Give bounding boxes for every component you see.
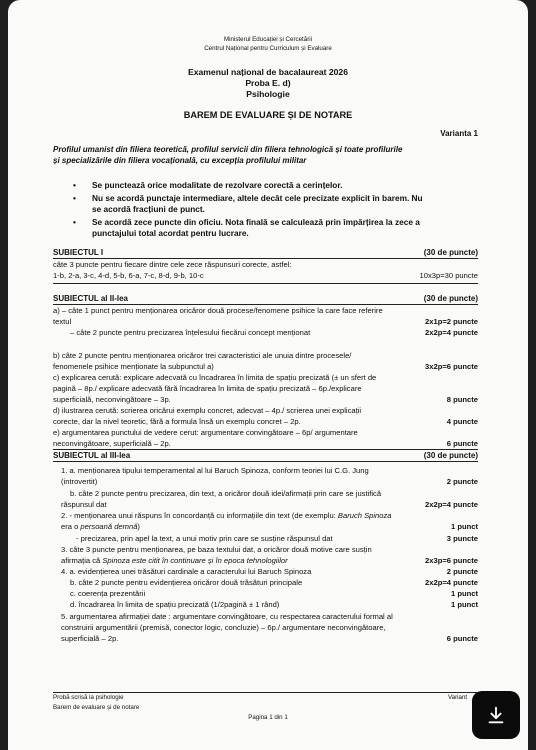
s2-e-line-2: neconvingătoare, superficială – 2p.: [53, 439, 171, 448]
s2-b-line-2: fenomenele psihice menționate la subpunctul a): [53, 362, 214, 371]
divider: [53, 449, 478, 450]
s3-line-11: b. câte 2 puncte pentru evidențierea oricăror două trăsături principale: [70, 578, 303, 587]
s3-score-4c: 1 punct: [450, 589, 478, 598]
exam-subject: Psihologie: [246, 89, 290, 99]
divider: [53, 258, 478, 259]
page-number: Pagina 1 din 1: [248, 714, 288, 721]
s3-line-8: 3. câte 3 puncte pentru menționarea, pe baza textului dat, a oricăror două motive care susțin: [61, 545, 372, 554]
exam-proba: Proba E. d): [245, 78, 291, 88]
footer-left-2: Barem de evaluare și de notare: [53, 704, 140, 711]
s1-title: SUBIECTUL I: [53, 248, 104, 257]
s2-b-line-1: b) câte 2 puncte pentru menționarea oricăror trei caracteristici ale unuia dintre procesele/: [53, 351, 352, 360]
s2-c-line-3: superficială, neconvingătoare – 3p.: [53, 395, 171, 404]
s1-points: (30 de puncte): [423, 248, 478, 257]
s2-c-line-2: pagină – 8p./ explicare adecvată fără încadrarea în limita de spațiu precizată – 6p./explicare: [53, 384, 362, 393]
s3-score-2a: 1 punct: [450, 522, 478, 531]
bullet-icon: •: [73, 217, 76, 227]
document-page: [8, 0, 528, 750]
s2-a-line-3: – câte 2 puncte pentru precizarea înțelesului fiecărui concept menționat: [70, 328, 311, 337]
s2-a-score-2: 2x2p=4 puncte: [425, 328, 478, 337]
s3-line-4: răspunsul dat: [61, 500, 107, 509]
s1-score: 10x3p=30 puncte: [419, 271, 478, 280]
download-icon: [485, 704, 507, 726]
bullet-icon: •: [73, 180, 76, 190]
s2-d-score: 4 puncte: [446, 417, 478, 426]
s3-line-16: superficială – 2p.: [61, 634, 119, 643]
s2-e-line-1: e) argumentarea punctului de vedere cerut: argumentare convingătoare – 6p/ argumentare: [53, 428, 358, 437]
s3-score-1a: 2 puncte: [446, 477, 478, 486]
s3-line-12: c. coerența prezentării: [70, 589, 146, 598]
divider: [53, 283, 478, 284]
s3-line-13: d. încadrarea în limita de spațiu precizată (1/2pagină ± 1 rând): [70, 600, 280, 609]
s3-score-3: 2x3p=6 puncte: [425, 556, 478, 565]
s3-line-3: b. câte 2 puncte pentru precizarea, din text, a oricăror două idei/afirmații prin care se justifică: [70, 489, 382, 498]
divider: [53, 304, 478, 305]
s3-line-15: construirii argumentării (premisă, conector logic, concluzie) – 6p./ argumentare neconvingătoare,: [61, 623, 386, 632]
s3-line-7: - precizarea, prin apel la text, a unui motiv prin care se susține răspunsul dat: [76, 534, 333, 543]
bullet-icon: •: [73, 193, 76, 203]
s2-b-score: 3x2p=6 puncte: [425, 362, 478, 371]
s2-title: SUBIECTUL al II-lea: [53, 294, 128, 303]
rule-1: Se punctează orice modalitate de rezolvare corectă a cerințelor.: [92, 180, 343, 190]
footer-right: Variant: [448, 694, 468, 701]
s2-c-score: 8 puncte: [446, 395, 478, 404]
s3-line-5: 2. - menționarea unui răspuns în concordanță cu informațiile din text (de exemplu: Baruch Spinoza: [61, 511, 392, 520]
s3-line-1: 1. a. menționarea tipului temperamental al lui Baruch Spinoza, conform teoriei lui C.G. Jung: [61, 466, 369, 475]
exam-title: Examenul național de bacalaureat 2026: [187, 67, 348, 77]
s3-score-2b: 3 puncte: [446, 534, 478, 543]
footer-left-1: Probă scrisă la psihologie: [53, 694, 124, 701]
center-header: Centrul Național pentru Curriculum și Evaluare: [204, 45, 332, 52]
s3-line-10: 4. a. evidențierea unei trăsături cardinale a caracterului lui Baruch Spinoza: [61, 567, 312, 576]
s3-score-4a: 2 puncte: [446, 567, 478, 576]
s2-d-line-1: d) ilustrarea cerută: scrierea oricărui exemplu concret, adecvat – 4p./ scrierea unei explicații: [53, 406, 362, 415]
s3-title: SUBIECTUL al III-lea: [53, 451, 131, 460]
s3-score-1b: 2x2p=4 puncte: [425, 500, 478, 509]
s2-d-line-2: corecte, dar la nivel teoretic, fără a formula însă un exemplu concret – 2p.: [53, 417, 301, 426]
s3-score-5: 6 puncte: [446, 634, 478, 643]
s3-points: (30 de puncte): [423, 451, 478, 460]
profile-line-1: Profilul umanist din filiera teoretică, profilul servicii din filiera tehnologică și toate profilurile: [53, 145, 403, 154]
rule-3-line-1: Se acordă zece puncte din oficiu. Nota finală se calculează prin împărțirea la zece a: [92, 217, 420, 227]
s2-a-line-1: a) – câte 1 punct pentru menționarea oricăror două procese/fenomene psihice la care face referire: [53, 306, 383, 315]
s3-score-4d: 1 punct: [450, 600, 478, 609]
s2-e-score: 6 puncte: [446, 439, 478, 448]
varianta-label: Varianta 1: [440, 129, 478, 138]
rule-2-line-2: se acordă fracțiuni de punct.: [92, 204, 205, 214]
barem-title: BAREM DE EVALUARE ȘI DE NOTARE: [183, 110, 353, 120]
s3-line-2: (introvertit): [61, 477, 98, 486]
footer-divider: [53, 692, 478, 693]
s2-c-line-1: c) explicarea cerută: explicare adecvată cu încadrarea în limita de spațiu precizată (± un sfert de: [53, 373, 377, 382]
s3-line-14: 5. argumentarea afirmației date : argumentare convingătoare, cu respectarea caracterului formal al: [61, 612, 393, 621]
divider: [53, 461, 478, 462]
rule-3-line-2: punctajului total acordat pentru lucrare.: [92, 228, 249, 238]
download-button[interactable]: [472, 691, 520, 739]
ministry-header: Ministerul Educației și Cercetării: [223, 36, 313, 43]
s2-points: (30 de puncte): [423, 294, 478, 303]
s3-score-4b: 2x2p=4 puncte: [425, 578, 478, 587]
s1-line-1: câte 3 puncte pentru fiecare dintre cele zece răspunsuri corecte, astfel:: [53, 260, 292, 269]
s2-a-line-2: textul: [53, 317, 72, 326]
s3-line-9: afirmația că Spinoza este citit în continuare și în epoca tehnologiilor: [61, 556, 288, 565]
profile-line-2: și specializările din filiera vocațională, cu excepția profilului militar: [53, 156, 307, 165]
s2-a-score-1: 2x1p=2 puncte: [425, 317, 478, 326]
rule-2-line-1: Nu se acordă punctaje intermediare, altele decât cele precizate explicit în barem. Nu: [92, 193, 423, 203]
s3-line-6: era o persoană demnă): [61, 522, 140, 531]
s1-line-2: 1-b, 2-a, 3-c, 4-d, 5-b, 6-a, 7-c, 8-d, 9-b, 10-c: [53, 271, 204, 280]
